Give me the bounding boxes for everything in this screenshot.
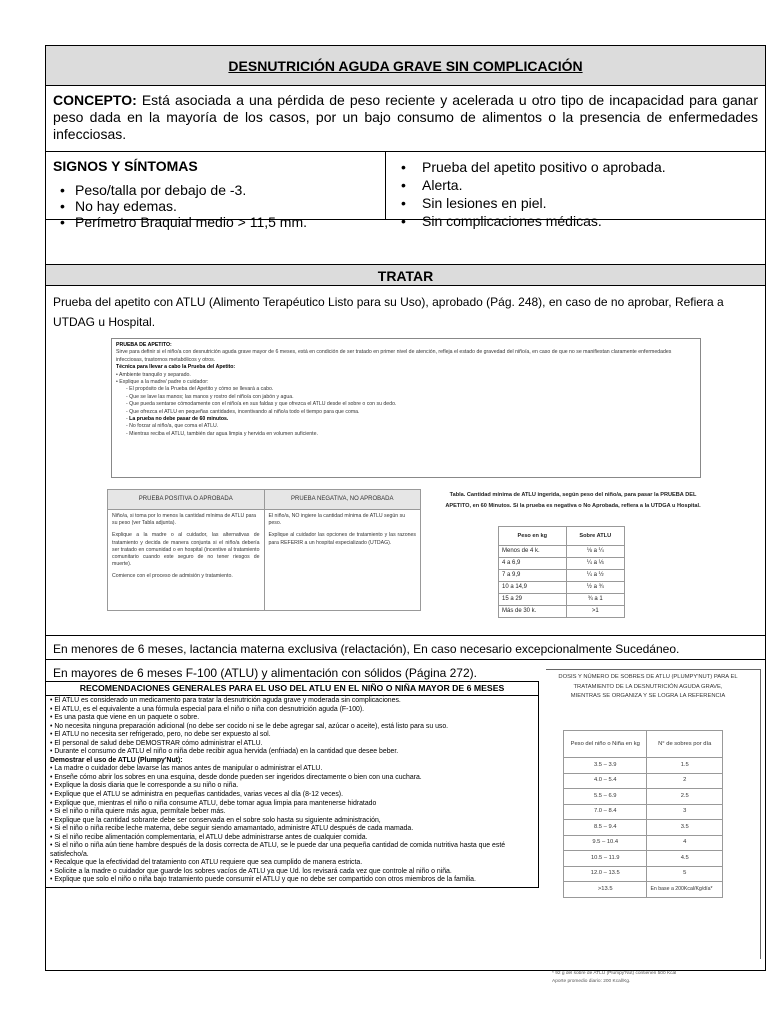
tratar-heading: TRATAR (377, 268, 434, 284)
table-row: 4 a 6,9 ¼ a ⅓ (499, 558, 625, 570)
neg-cell (264, 510, 421, 611)
list-item: Demostrar el uso de ATLU (Plumpy'Nut): (50, 756, 183, 764)
list-item: • Si el niño o niña recibe leche materna, debe seguir siendo amamantado, administre ATLU después de cada mamada. (50, 825, 414, 833)
list-item: - No forzar al niño/a, que coma el ATLU. (126, 423, 219, 430)
list-item: - Que ofrezca el ATLU en pequeñas cantidades, incentivando al niño/a todo el tiempo para que coma. (126, 408, 360, 415)
table-row: 12.0 – 13.5 5 (564, 866, 723, 882)
list-item: • Si el niño recibe alimentación complementaria, el ATLU debe administrarse antes de cualquier comida. (50, 833, 368, 841)
table-row: 9.5 – 10.4 4 (564, 835, 723, 851)
list-item: • Durante el consumo de ATLU el niño o niña debe recibir agua hervida (enfriada) en la cantidad que desee beber. (50, 748, 399, 756)
apetito-box-tecnica: Técnica para llevar a cabo la Prueba del Apetito: (116, 364, 236, 371)
table-row: 3.5 – 3.9 1.5 (564, 758, 723, 774)
table-row: 5.5 – 6.9 2.5 (564, 789, 723, 805)
list-item: • Explique la dosis diaria que le corresponde a su niño o niña. (50, 782, 239, 790)
signs-right-list (401, 158, 755, 230)
neg-header: PRUEBA NEGATIVA, NO APROBADA (264, 490, 421, 510)
table-row: 15 a 29 ¾ a 1 (499, 594, 625, 606)
list-item: • Sin complicaciones médicas. (401, 212, 755, 230)
signs-heading: SIGNOS Y SÍNTOMAS (53, 158, 198, 174)
list-item: • No necesita ninguna preparación adicional (no debe ser cocido ni se le debe agregar sal, azúcar o aceite), está listo para su uso. (50, 722, 449, 730)
concept-section (46, 86, 765, 152)
table-row: >13.5 En base a 200Kcal/Kg/día* (564, 882, 723, 898)
signs-right-column (386, 152, 765, 229)
apetito-box-desc: Sirve para definir si el niño/a con desnutrición aguda grave mayor de 6 meses, está en condición de ser tratado en primer nivel de atención, refleja el estado de gravedad del niño/a, en caso de que no se manifiestan claramente enfermedades infecciosas, trastornos metabólicos y otros. (116, 349, 672, 363)
list-item: • El personal de salud debe DEMOSTRAR cómo administrar el ATLU. (50, 739, 263, 747)
pos-text-2: Explique a la madre o al cuidador, las alternativas de tratamiento y decida de manera conjunta si el niño/a debería ser tratado en comunidad o en hospital (incentive al tratamiento comunitario cuando este seguro de no tener riesgos de muerte). (112, 532, 260, 568)
concept-label: CONCEPTO: (53, 92, 137, 108)
recommendations-heading: RECOMENDACIONES GENERALES PARA EL USO DEL ATLU EN EL NIÑO O NIÑA MAYOR DE 6 MESES (46, 682, 538, 696)
list-item: • Sin lesiones en piel. (401, 194, 755, 212)
table-row: 4.0 – 5.4 2 (564, 773, 723, 789)
list-item: • Explique que, mientras el niño o niña consume ATLU, debe tomar agua limpia para mantenerse hidratado (50, 799, 377, 807)
ref-note-2: Aporte promedio diario: 200 Kcal/Kg. (552, 978, 631, 984)
list-item: • El ATLU no necesita ser refrigerado, pero, no debe ser expuesto al sol. (50, 731, 271, 739)
prueba-apetito-box (111, 338, 701, 478)
pos-header: PRUEBA POSITIVA O APROBADA (108, 490, 265, 510)
tratar-section (46, 286, 765, 636)
pos-cell (108, 510, 265, 611)
document-page (45, 45, 766, 984)
table-row: 10 a 14,9 ½ a ¾ (499, 582, 625, 594)
list-item: • El ATLU es considerado un medicamento para tratar la desnutrición aguda grave y moderada sin complicaciones. (50, 697, 401, 704)
table-header: Peso en kg (499, 527, 567, 546)
neg-text-1: El niño/a, NO ingiere la cantidad mínima de ATLU según su peso. (268, 513, 406, 527)
recommendations-list (46, 696, 538, 887)
list-item: • Prueba del apetito positivo o aprobada. (401, 158, 755, 176)
prueba-apetito-text: Prueba del apetito con ATLU (Alimento Terapéutico Listo para su Uso), aprobado (Pág. 248), en caso de no aprobar, Refiera a UTDAG u Hospital. (53, 295, 724, 329)
dose-reference-caption: DOSIS Y NÚMERO DE SOBRES DE ATLU (PLUMPY'NUT) PARA EL TRATAMIENTO DE LA DESNUTRICIÓN AGUDA GRAVE, MIENTRAS SE ORGANIZA Y SE LOGRA LA REFERENCIA (558, 674, 738, 699)
list-item: • Alerta. (401, 176, 755, 194)
list-item: • Enseñe cómo abrir los sobres en una esquina, desde donde pueden ser ingeridos directamente o bien con una cuchara. (50, 773, 422, 781)
list-item: - Que se lave las manos; las manos y rostro del niño/a con jabón y agua. (126, 393, 294, 400)
document-title: DESNUTRICIÓN AGUDA GRAVE SIN COMPLICACIÓN (228, 58, 583, 74)
dose-reference-table (563, 730, 723, 898)
mayores-title: En mayores de 6 meses F-100 (ATLU) y alimentación con sólidos (Página 272). (53, 666, 477, 680)
list-item: - Mientras reciba el ATLU, también dar agua limpia y hervida en volumen suficiente. (126, 430, 318, 437)
list-item: • Recalque que la efectividad del tratamiento con ATLU requiere que sea cumplido de manera estricta. (50, 859, 363, 867)
document-title-bar (46, 46, 765, 86)
table-header: Sobre ATLU (566, 527, 624, 546)
pos-text-3: Comience con el proceso de admisión y tratamiento. (112, 573, 233, 580)
menores-text: En menores de 6 meses, lactancia materna exclusiva (relactación), En caso necesario excepcionalmente Sucedáneo. (53, 642, 680, 656)
list-item: • Explique que el ATLU se administra en pequeñas cantidades, varias veces al día (8-12 veces). (50, 791, 344, 799)
recommendations-box (46, 681, 539, 888)
list-item: • No hay edemas. (53, 198, 378, 214)
list-item: - Que pueda sentarse cómodamente con el niño/a en sus faldas y que ofrezca el ATLU desde el sobre o con su dedo. (126, 401, 397, 408)
pos-text-1: Niño/a, si toma por lo menos la cantidad mínima de ATLU para su peso (ver Tabla adjunta). (112, 513, 257, 527)
signs-left-column (46, 152, 386, 230)
signs-left-list (53, 182, 378, 230)
table-row: Más de 30 k. >1 (499, 606, 625, 618)
dose-table-caption: Tabla. Cantidad mínima de ATLU ingerida, según peso del niño/a, para pasar la PRUEBA DEL APETITO, en 60 Minutos. Si la prueba es negativa o No Aprobada, refiera a la UTDGA u Hospital. (445, 492, 701, 509)
table-row: 7.0 – 8.4 3 (564, 804, 723, 820)
positive-negative-table (107, 489, 421, 611)
ref-note-1: * 92 g del sobre de ATLU (Plumpy'Nut) contienen 500 Kcal (552, 971, 677, 976)
neg-text-2: Explique al cuidador las opciones de tratamiento y las razones para REFERIR a un hospital especializado (UTDAG). (268, 532, 416, 546)
signs-section (46, 152, 765, 230)
list-item: • Explique que solo el niño o niña bajo tratamiento puede consumir el ATLU y que no debe ser compartido con otros miembros de la familia. (50, 876, 476, 884)
dose-reference-note (552, 970, 757, 985)
menores-section (46, 636, 765, 660)
table-header: N° de sobres por día (647, 731, 723, 758)
list-item: • Explique que la cantidad sobrante debe ser conservada en el sobre solo hasta su siguiente administración, (50, 816, 381, 824)
concept-text: Está asociada a una pérdida de peso reciente y acelerada u otro tipo de incapacidad para ganar peso dada en la mayoría de los casos, por un bajo consumo de alimentos o la presencia de enfermedades infecciosas. (53, 92, 759, 142)
list-item: • Si el niño o niña aún tiene hambre después de la dosis correcta de ATLU, se le puede dar una pequeña cantidad de comida nutritiva hasta que esté satisfecho/a. (50, 842, 506, 858)
list-item: • El ATLU, es el equivalente a una fórmula especial para el niño o niña con desnutrición aguda (F-100). (50, 705, 365, 713)
table-header: Peso del niño o Niña en kg (564, 731, 647, 758)
list-item: - El propósito de la Prueba del Apetito y cómo se llevará a cabo. (126, 386, 274, 393)
tratar-heading-bar (46, 264, 765, 286)
list-item: • Ambiente tranquilo y separado. (116, 371, 191, 378)
list-item: • Si el niño o niña quiere más agua, permítale beber más. (50, 808, 226, 816)
table-row: 10.5 – 11.9 4.5 (564, 851, 723, 867)
list-item: - La prueba no debe pasar de 60 minutos. (126, 416, 229, 423)
list-item: • Es una pasta que viene en un paquete o sobre. (50, 714, 200, 722)
list-item: • Solicite a la madre o cuidador que guarde los sobres vacíos de ATLU ya que Ud. los revisará cada vez que controle al niño o niña. (50, 867, 452, 875)
list-item: • Perímetro Braquial medio > 11,5 mm. (53, 214, 378, 230)
list-item: • La madre o cuidador debe lavarse las manos antes de manipular o administrar el ATLU. (50, 765, 323, 773)
table-row: 7 a 9,9 ¼ a ½ (499, 570, 625, 582)
list-item: • Peso/talla por debajo de -3. (53, 182, 378, 198)
table-row: 8.5 – 9.4 3.5 (564, 820, 723, 836)
list-item: • Explique a la madre/ padre o cuidador: (116, 379, 209, 386)
apetito-box-title: PRUEBA DE APETITO: (116, 342, 172, 348)
table-row: Menos de 4 k. ⅛ a ¼ (499, 546, 625, 558)
mayores-section (46, 660, 765, 984)
minimum-dose-table (498, 526, 625, 618)
